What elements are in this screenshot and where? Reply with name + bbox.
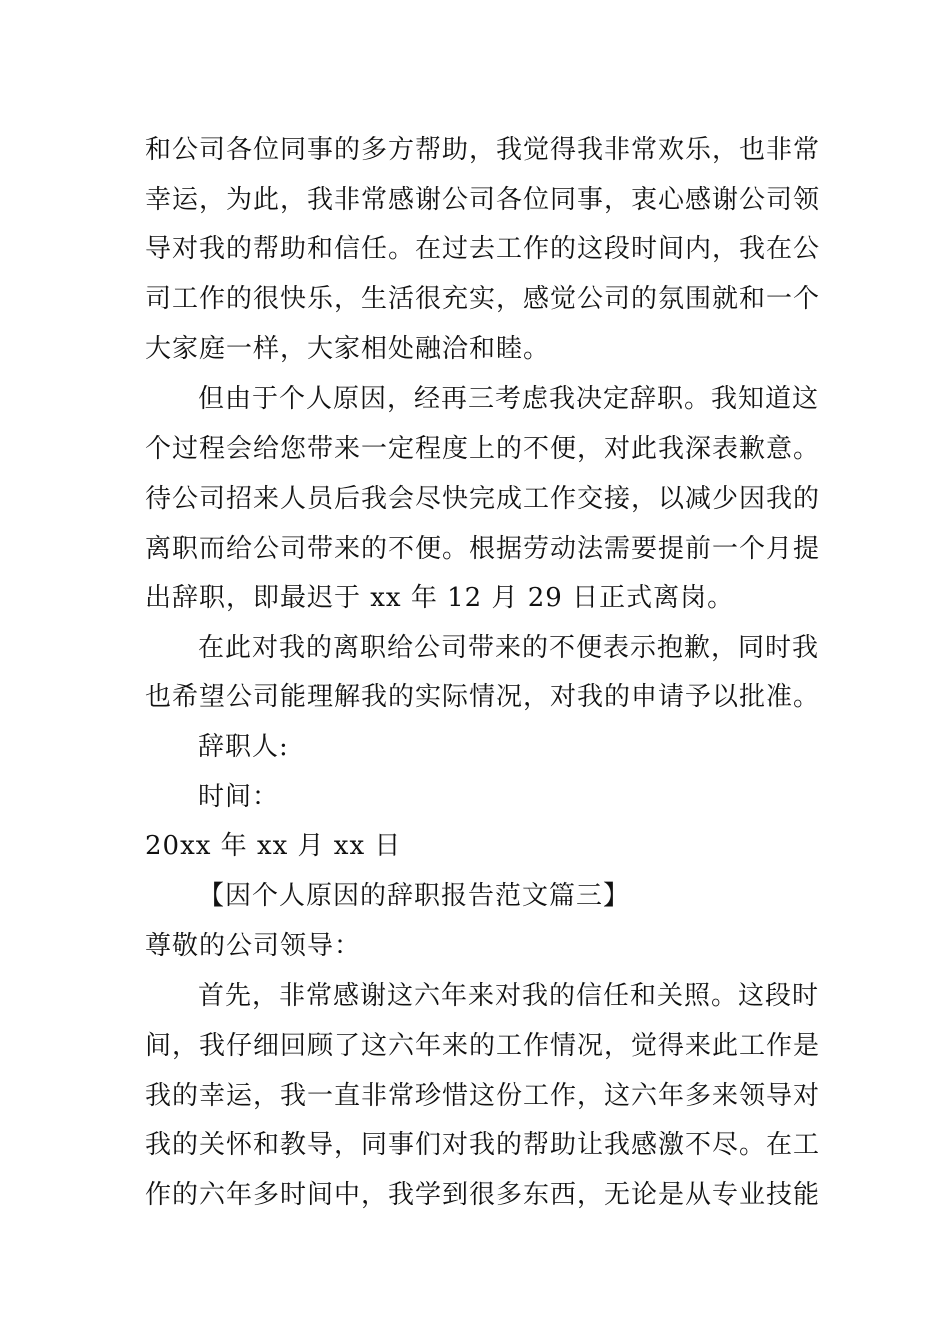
signature-label: 辞职人: bbox=[198, 732, 289, 762]
time-label: 时间： bbox=[198, 782, 280, 812]
paragraph-line: 作的六年多时间中，我学到很多东西，无论是从专业技能 bbox=[145, 1180, 821, 1210]
date-line: 20xx 年 xx 月 xx 日 bbox=[145, 831, 402, 861]
paragraph-line: 个过程会给您带来一定程度上的不便，对此我深表歉意。 bbox=[145, 434, 821, 464]
section-heading: 【因个人原因的辞职报告范文篇三】 bbox=[198, 881, 631, 911]
paragraph-line: 幸运，为此，我非常感谢公司各位同事，衷心感谢公司领 bbox=[145, 185, 821, 215]
paragraph-line: 也希望公司能理解我的实际情况，对我的申请予以批准。 bbox=[145, 682, 821, 712]
paragraph-line: 间，我仔细回顾了这六年来的工作情况，觉得来此工作是 bbox=[145, 1031, 821, 1061]
paragraph-line: 和公司各位同事的多方帮助，我觉得我非常欢乐，也非常 bbox=[145, 135, 821, 165]
paragraph-line: 首先，非常感谢这六年来对我的信任和关照。这段时 bbox=[198, 981, 820, 1011]
paragraph-line: 但由于个人原因，经再三考虑我决定辞职。我知道这 bbox=[198, 384, 820, 414]
paragraph-line: 我的幸运，我一直非常珍惜这份工作，这六年多来领导对 bbox=[145, 1081, 821, 1111]
paragraph-line: 大家庭一样，大家相处融洽和睦。 bbox=[145, 334, 551, 364]
paragraph-line: 我的关怀和教导，同事们对我的帮助让我感激不尽。在工 bbox=[145, 1130, 821, 1160]
paragraph-line: 司工作的很快乐，生活很充实，感觉公司的氛围就和一个 bbox=[145, 284, 821, 314]
paragraph-line: 在此对我的离职给公司带来的不便表示抱歉，同时我 bbox=[198, 633, 820, 663]
salutation: 尊敬的公司领导： bbox=[145, 931, 362, 961]
paragraph-line: 导对我的帮助和信任。在过去工作的这段时间内，我在公 bbox=[145, 234, 821, 264]
paragraph-line: 离职而给公司带来的不便。根据劳动法需要提前一个月提 bbox=[145, 534, 821, 564]
paragraph-line: 待公司招来人员后我会尽快完成工作交接，以减少因我的 bbox=[145, 484, 821, 514]
paragraph-line: 出辞职，即最迟于 xx 年 12 月 29 日正式离岗。 bbox=[145, 583, 735, 613]
